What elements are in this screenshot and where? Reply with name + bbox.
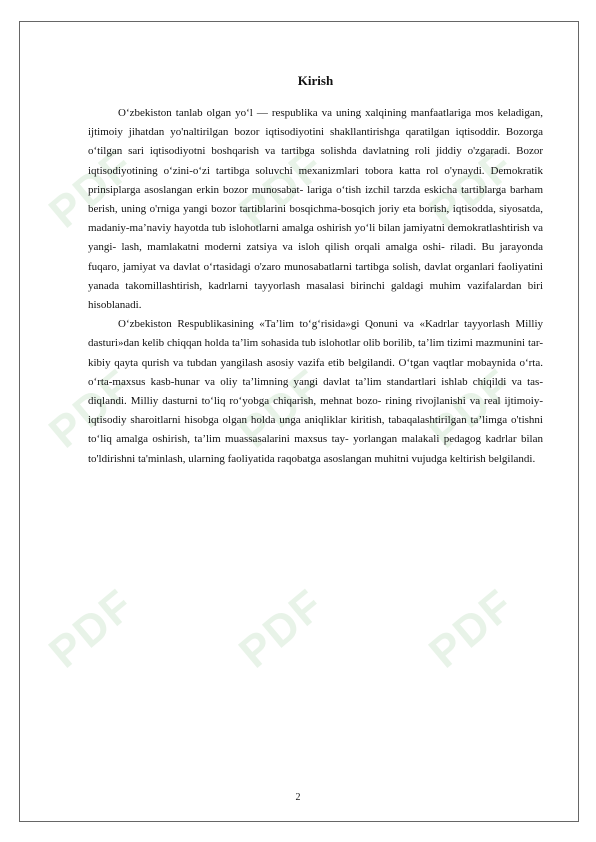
- paragraph: O‘zbekiston tanlab olgan yo‘l — respublika va uning xalqining manfaatlariga mos keladigan, ijtimoiy jihatdan yo'naltirilgan bozor iqtisodiyotini shakllantirishga qaratilgan iqtisoddir. Bozorga o‘tilgan sari iqtisodiyotni boshqarish va tartibga solishda davlatning roli jiddiy o'zgaradi. Bozor iqtisodiyotining o‘zini-o‘zi tartibga soluvchi mexanizmlari tobora katta rol o'ynaydi. Demokratik prinsiplarga asoslangan erkin bozor munosabat- lariga o‘tish izchil tarzda eskicha tartiblarga barham berish, uning o'rniga yangi bozor tartiblarini bosqichma-bosqich joriy eta borish, iqtisodda, siyosatda, madaniy-ma’naviy hayotda tub islohotlarni amalga oshirish yo‘li bilan jamiyatni demokratlashtirish va yangi- lash, mamlakatni moderni zatsiya va isloh qilish orqali amalga oshi- riladi. Bu jarayonda fuqaro, jamiyat va davlat o‘rtasidagi o'zaro munosabatlarni tartibga solish, davlat organlari faoliyatini yanada takomillashtirish, kadrlarni tayyorlash masalasi birinchi galdagi muhim vazifalardan biri hisoblanadi.: [88, 107, 543, 312]
- watermark-text: PDF: [420, 359, 524, 458]
- watermark-text: PDF: [230, 579, 334, 678]
- page-number: 2: [295, 792, 301, 803]
- watermark-text: PDF: [420, 139, 524, 238]
- document-body: [88, 72, 543, 469]
- watermark-text: PDF: [40, 579, 144, 678]
- watermark-text: PDF: [420, 579, 524, 678]
- watermark-text: PDF: [40, 139, 144, 238]
- watermark-text: PDF: [230, 359, 334, 458]
- watermark-text: PDF: [230, 139, 334, 238]
- watermark-text: PDF: [40, 359, 144, 458]
- section-heading: Kirish: [297, 73, 334, 88]
- paragraph: O‘zbekiston Respublikasining «Ta’lim to‘g‘risida»gi Qonuni va «Kadrlar tayyorlash Milliy dasturi»dan kelib chiqqan holda ta’lim sohasida tub islohotlar olib borilib, ta’lim tizimi mazmunini tar- kibiy qayta qurish va tubdan yangilash asosiy vazifa etib belgilandi. O‘tgan vaqtlar mobaynida o‘rta. o‘rta-maxsus kasb-hunar va oliy ta’limning yangi davlat ta’lim standartlari ishlab chiqildi va tas- diqlandi. Milliy dasturni to‘liq ro‘yobga chiqarish, mehnat bozo- rining rivojlanishi va real ijtimoiy-iqtisodiy sharoitlarni hisobga olgan holda unga aniqliklar kiritish, tabaqalashtirilgan ta’limga o'tishni to‘liq amalga oshirish, ta’lim muassasalarini maxsus tay- yorlangan malakali pedagog kadrlar bilan to'ldirishni ta'minlash, ularning faoliyatida raqobatga asoslangan muhitni vujudga keltirish belgilandi.: [88, 318, 543, 465]
